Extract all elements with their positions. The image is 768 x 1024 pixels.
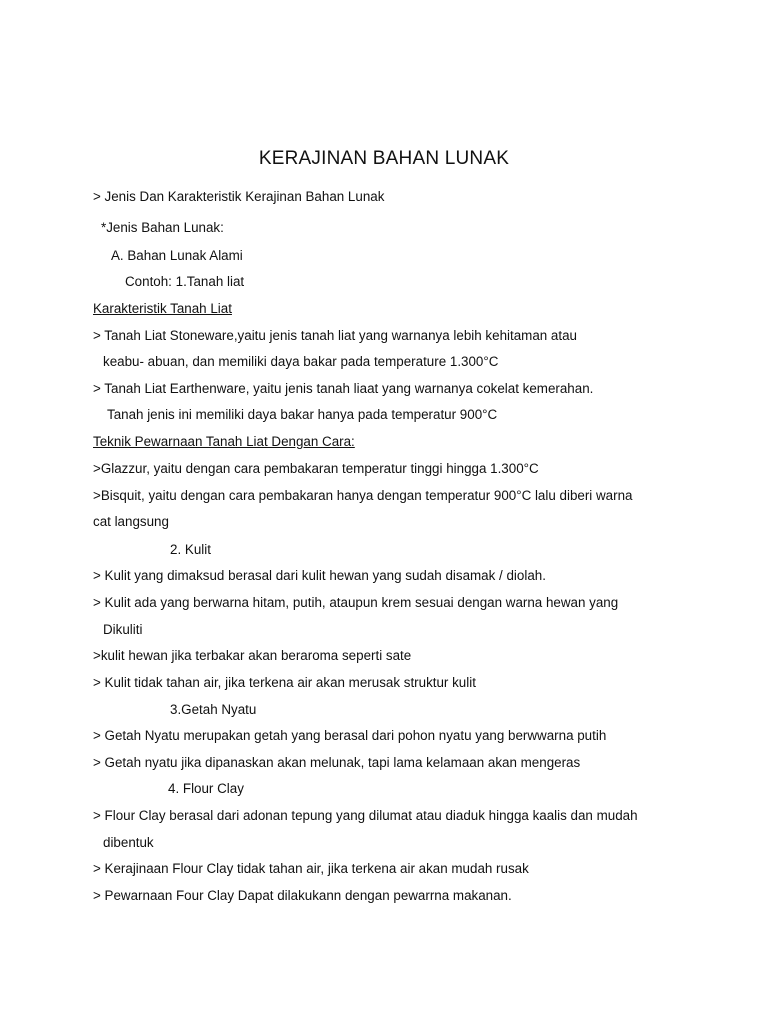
text-line: > Flour Clay berasal dari adonan tepung yang dilumat atau diaduk hingga kaalis dan mudah [93,808,638,823]
text-line: > Kerajinaan Flour Clay tidak tahan air, jika terkena air akan mudah rusak [93,861,529,876]
text-line: > Kulit ada yang berwarna hitam, putih, ataupun krem sesuai dengan warna hewan yang [93,595,619,610]
text-line: > Kulit tidak tahan air, jika terkena air akan merusak struktur kulit [93,675,476,690]
text-line: >Bisquit, yaitu dengan cara pembakaran hanya dengan temperatur 900°C lalu diberi warna [93,488,633,503]
subsection-heading: A. Bahan Lunak Alami [111,248,243,263]
document-title: KERAJINAN BAHAN LUNAK [258,148,510,169]
text-line: Tanah jenis ini memiliki daya bakar hanya pada temperatur 900°C [107,407,498,422]
example-line: Contoh: 1.Tanah liat [125,274,245,289]
underlined-heading: Teknik Pewarnaan Tanah Liat Dengan Cara: [93,434,355,449]
text-line: > Tanah Liat Stoneware,yaitu jenis tanah liat yang warnanya lebih kehitaman atau [93,328,577,343]
subsection-heading: 4. Flour Clay [168,781,244,796]
text-line: >kulit hewan jika terbakar akan beraroma seperti sate [93,648,412,663]
underlined-heading: Karakteristik Tanah Liat [93,301,232,316]
subsection-heading: 3.Getah Nyatu [170,702,257,717]
text-line: > Tanah Liat Earthenware, yaitu jenis tanah liaat yang warnanya cokelat kemerahan. [93,381,594,396]
text-line: >Glazzur, yaitu dengan cara pembakaran temperatur tinggi hingga 1.300°C [93,461,539,476]
section-heading: *Jenis Bahan Lunak: [101,220,224,235]
intro-line: > Jenis Dan Karakteristik Kerajinan Bahan Lunak [93,189,385,204]
text-line: keabu- abuan, dan memiliki daya bakar pada temperature 1.300°C [103,354,499,369]
text-line: dibentuk [103,835,154,850]
text-line: > Getah nyatu jika dipanaskan akan melunak, tapi lama kelamaan akan mengeras [93,755,581,770]
text-line: > Kulit yang dimaksud berasal dari kulit hewan yang sudah disamak / diolah. [93,568,546,583]
text-line: Dikuliti [103,622,143,637]
text-line: > Pewarnaan Four Clay Dapat dilakukann dengan pewarrna makanan. [93,888,512,903]
subsection-heading: 2. Kulit [170,542,211,557]
text-line: cat langsung [93,514,169,529]
text-line: > Getah Nyatu merupakan getah yang berasal dari pohon nyatu yang berwwarna putih [93,728,607,743]
